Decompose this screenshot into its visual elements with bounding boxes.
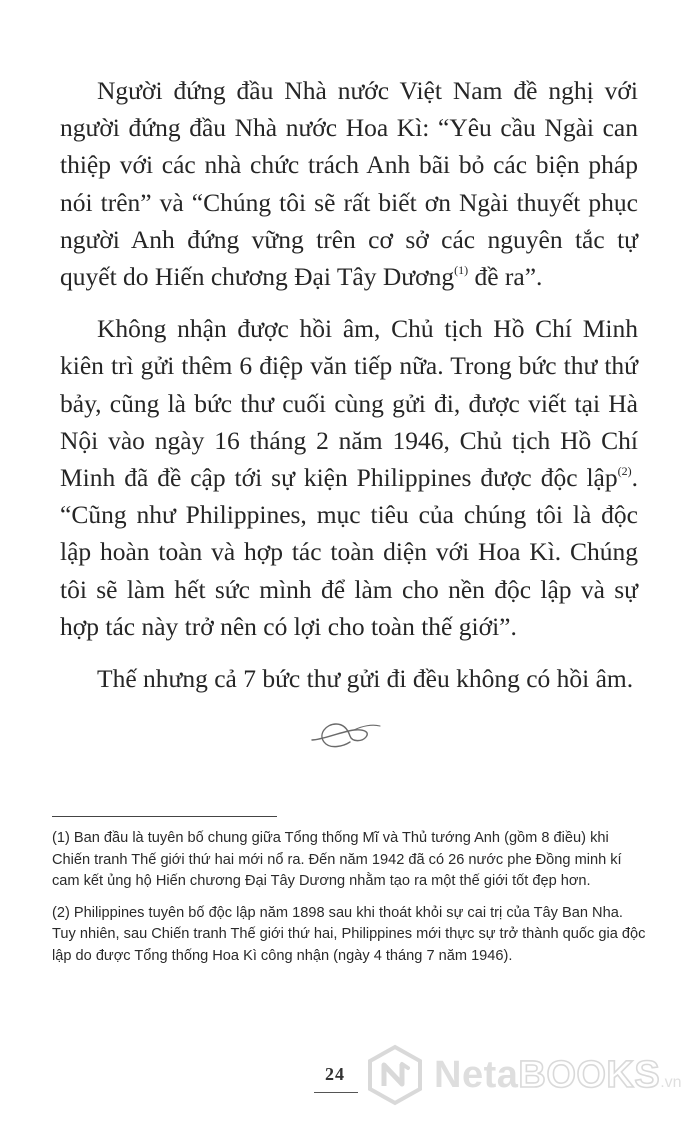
paragraph-1 [60,72,638,295]
paragraph-2-text-end: . “Cũng như Philippines, mục tiêu của chúng tôi là độc lập hoàn toàn và hợp tác toàn diện với Hoa Kì. Chúng tôi sẽ làm hết sức mình để làm cho nền độc lập và sự hợp tác này trở nên có lợi cho toàn thế giới”. [60,463,638,641]
watermark-tld: .vn [660,1073,682,1091]
footnote-divider [52,816,277,817]
watermark-brand [434,1054,682,1097]
footnotes [52,828,646,978]
flourish-ornament-icon [300,712,390,756]
paragraph-2 [60,310,638,645]
page-number: 24 [325,1064,345,1084]
footnote-ref-1: (1) [454,263,469,278]
footnote-2: (2) Philippines tuyên bố độc lập năm 1898 sau khi thoát khỏi sự cai trị của Tây Ban Nha. Tuy nhiên, sau Chiến tranh Thế giới thứ hai, Philippines mới thực sự trở thành quốc gia độc lập do được Tổng thống Hoa Kì công nhận (ngày 4 tháng 7 năm 1946). [52,904,646,964]
footnote-1: (1) Ban đầu là tuyên bố chung giữa Tổng thống Mĩ và Thủ tướng Anh (gồm 8 điều) khi Chiến tranh Thế giới thứ hai mới nổ ra. Đến năm 1942 đã có 26 nước phe Đồng minh kí cam kết ủng hộ Hiến chương Đại Tây Dương nhằm tạo ra một thế giới tốt đẹp hơn. [52,830,622,890]
watermark-brand-part1: Neta [434,1053,519,1096]
netabooks-logo-icon [364,1044,426,1106]
paragraph-3: Thế nhưng cả 7 bức thư gửi đi đều không có hồi âm. [97,664,634,694]
watermark [364,1040,694,1110]
page-number-underline [314,1092,358,1093]
paragraph-2-text: Không nhận được hồi âm, Chủ tịch Hồ Chí Minh kiên trì gửi thêm 6 điệp văn tiếp nữa. Trong bức thư thứ bảy, cũng là bức thư cuối cùng gửi đi, được viết tại Hà Nội vào ngày 16 tháng 2 năm 1946, Chủ tịch Hồ Chí Minh đã đề cập tới sự kiện Philippines được độc lập [60,314,638,493]
paragraph-1-text: Người đứng đầu Nhà nước Việt Nam đề nghị với người đứng đầu Nhà nước Hoa Kì: “Yêu cầu Ngài can thiệp với các nhà chức trách Anh bãi bỏ các biện pháp nói trên” và “Chúng tôi sẽ rất biết ơn Ngài thuyết phục người Anh đứng vững trên cơ sở các nguyên tắc tự quyết do Hiến chương Đại Tây Dương [60,76,638,292]
footnote-ref-2: (2) [617,464,632,479]
watermark-brand-part2: BOOKS [518,1053,661,1096]
main-text [60,72,638,712]
paragraph-1-text-end: đề ra”. [468,262,543,292]
